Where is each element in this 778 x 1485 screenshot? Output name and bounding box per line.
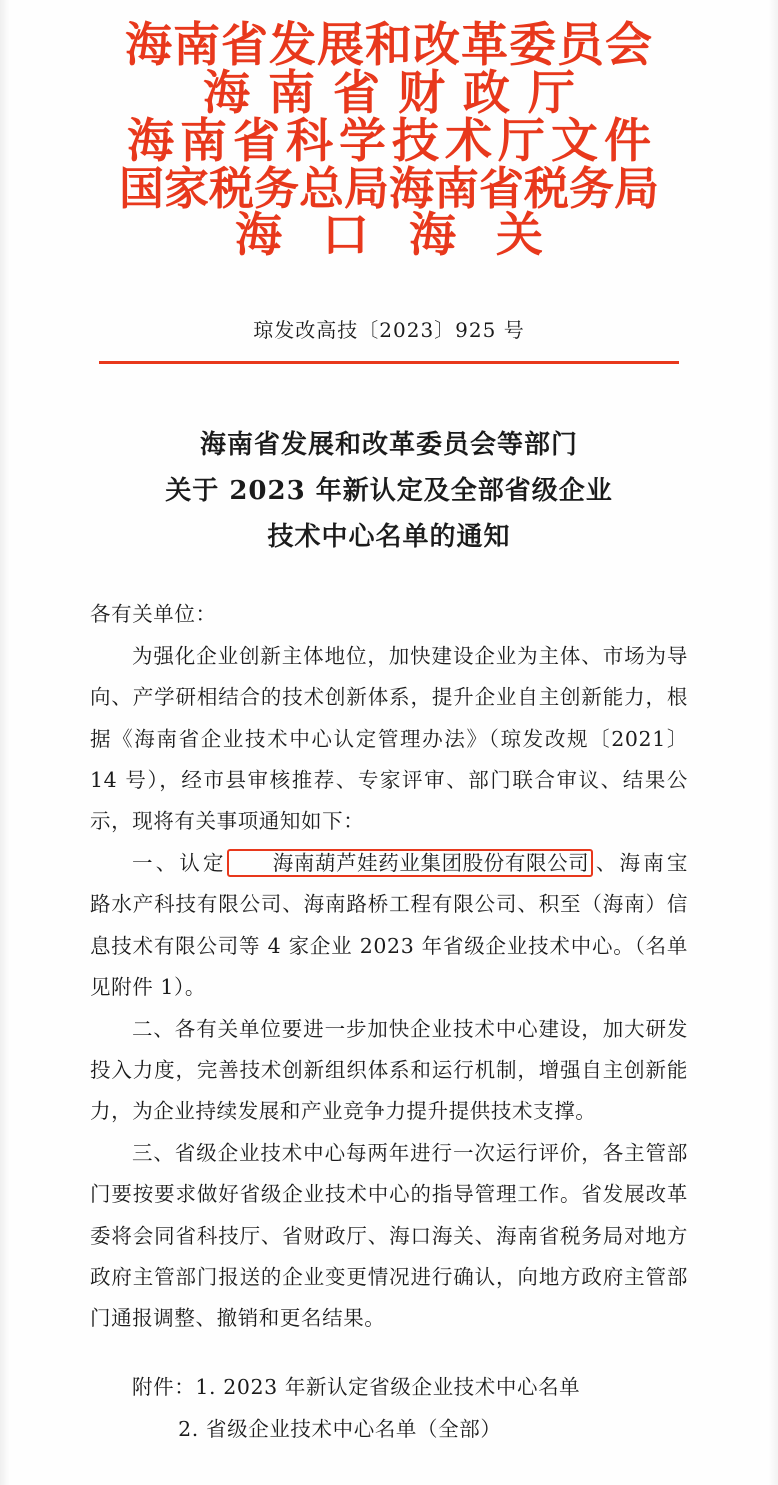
red-divider-rule — [99, 361, 679, 364]
paragraph-intro: 为强化企业创新主体地位，加快建设企业为主体、市场为导向、产学研相结合的技术创新体系，提升企业自主创新能力，根据《海南省企业技术中心认定管理办法》（琼发改规〔2021〕14 号），经市县审核推荐、专家评审、部门联合审议、结果公示，现将有关事项通知如下： — [90, 643, 688, 834]
document-number: 琼发改高技〔2023〕925 号 — [253, 317, 525, 342]
letterhead-line-3: 海南省科学技术厅文件 — [127, 113, 657, 169]
page-edge-left — [0, 0, 10, 1485]
page-edge-right — [768, 0, 778, 1485]
paragraph-item-1 — [90, 843, 688, 1009]
letterhead-line-5: 海口海关 — [235, 207, 583, 263]
title-line-2: 关于 2023 年新认定及全部省级企业 — [165, 475, 613, 506]
attachments-block — [90, 1366, 688, 1450]
letterhead-line-1: 海南省发展和改革委员会 — [125, 18, 653, 73]
highlighted-company-name: 海南葫芦娃药业集团股份有限公司 — [227, 849, 594, 878]
paragraph-item-3: 三、省级企业技术中心每两年进行一次运行评价，各主管部门要按要求做好省级企业技术中心的指导管理工作。省发展改革委将会同省科技厅、省财政厅、海口海关、海南省税务局对地方政府主管部门报送的企业变更情况进行确认，向地方政府主管部门通报调整、撤销和更名结果。 — [90, 1140, 688, 1331]
document-body — [90, 594, 688, 1339]
paragraph-item-2: 二、各有关单位要进一步加快企业技术中心建设，加大研发投入力度，完善技术创新组织体系和运行机制，增强自主创新能力，为企业持续发展和产业竞争力提升提供技术支撑。 — [90, 1016, 688, 1124]
title-line-3: 技术中心名单的通知 — [267, 522, 511, 553]
attachment-line-2: 2. 省级企业技术中心名单（全部） — [178, 1416, 502, 1441]
document-title — [0, 422, 778, 561]
item1-suffix: 、海南宝路水产科技有限公司、海南路桥工程有限公司、积至（海南）信息技术有限公司等 4 家企业 2023 年省级企业技术中心。（名单见附件 1）。 — [90, 850, 688, 1000]
title-line-1: 海南省发展和改革委员会等部门 — [199, 429, 578, 460]
letterhead-line-4: 国家税务总局海南省税务局 — [118, 161, 659, 215]
salutation: 各有关单位： — [90, 602, 217, 627]
item1-prefix: 一、认定 — [132, 850, 227, 875]
letterhead — [0, 0, 778, 263]
attachment-line-1: 附件：1. 2023 年新认定省级企业技术中心名单 — [132, 1374, 581, 1399]
letterhead-line-2: 海南省财政厅 — [203, 65, 593, 121]
